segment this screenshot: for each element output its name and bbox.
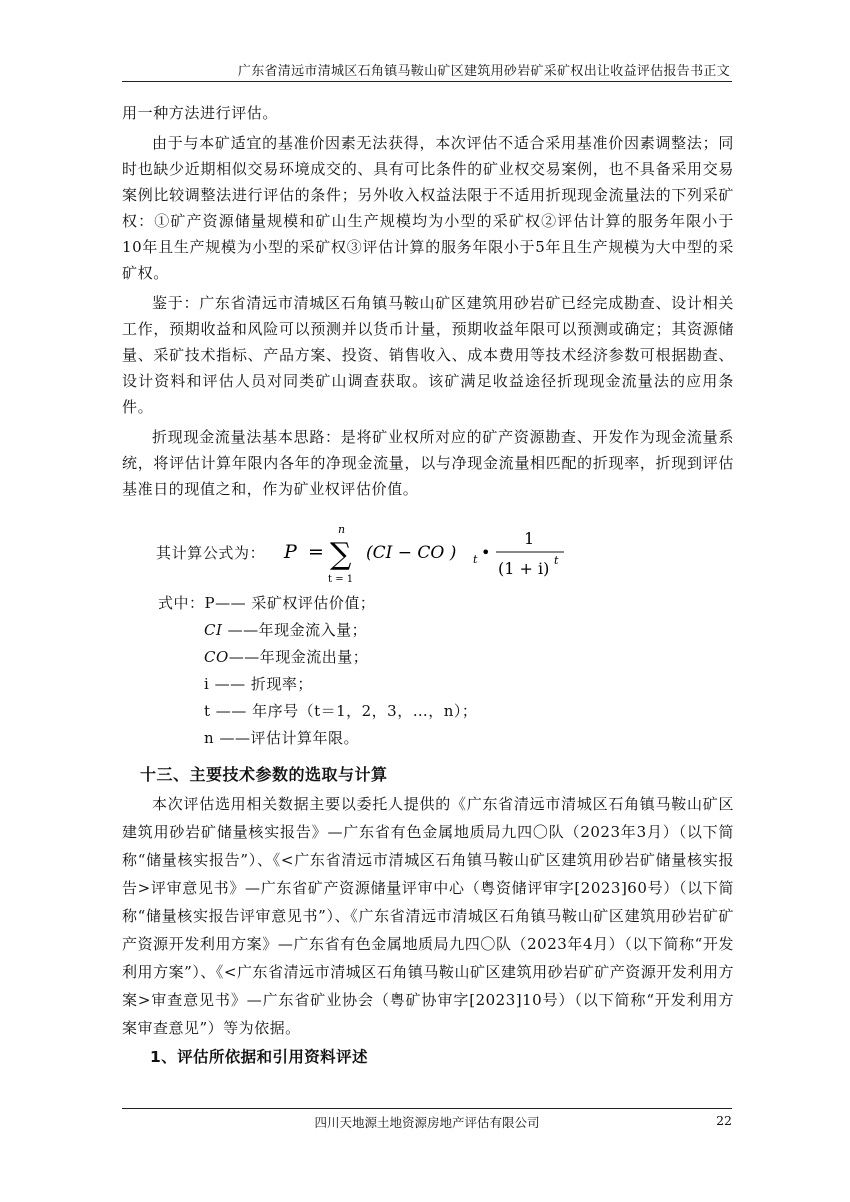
formula-equals: = (308, 541, 324, 563)
paragraph: 本次评估选用相关数据主要以委托人提供的《广东省清远市清城区石角镇马鞍山矿区建筑用砂岩矿储量核实报告》—广东省有色金属地质局九四〇队（2023年3月）（以下简称“储量核实报告”）、《<广东省清远市清城区石角镇马鞍山矿区建筑用砂岩矿储量核实报告>评审意见书》—广东省矿产资源储量评审中心（粤资储评审字[2023]60号）（以下简称“储量核实报告评审意见书”）、《广东省清远市清城区石角镇马鞍山矿区建筑用砂岩矿矿产资源开发利用方案》—广东省有色金属地质局九四〇队（2023年4月）（以下简称“开发利用方案”）、《<广东省清远市清城区石角镇马鞍山矿区建筑用砂岩矿矿产资源开发利用方案>审查意见书》—广东省矿业协会（粤矿协审字[2023]10号）（以下简称“开发利用方案审查意见”）等为依据。 (122, 795, 734, 1037)
body-text (122, 100, 734, 506)
variable-symbol: CO (204, 648, 229, 666)
section-heading: 十三、主要技术参数的选取与计算 (140, 765, 388, 784)
variable-row (204, 619, 367, 640)
variable-row (158, 592, 375, 613)
formula-term-subscript: t (473, 553, 478, 566)
variable-row (204, 673, 313, 694)
variable-row (204, 700, 477, 721)
variable-description: ——年现金流出量； (228, 648, 369, 666)
formula-label: 其计算公式为： (156, 544, 266, 562)
sum-lower-limit: t = 1 (328, 574, 354, 585)
formula-lhs: P (284, 541, 297, 563)
paragraph: 由于与本矿适宜的基准价因素无法获得，本次评估不适合采用基准价因素调整法；同时也缺少近期相似交易环境成交的、具有可比条件的矿业权交易案例，也不具备采用交易案例比较调整法进行评估的条件；另外收入权益法限于不适用折现现金流量法的下列采矿权：①矿产资源储量规模和矿山生产规模均为小型的采矿权②评估计算的服务年限小于10年且生产规模为小型的采矿权③评估计算的服务年限小于5年且生产规模为大中型的采矿权。 (122, 134, 734, 282)
header-divider (122, 81, 732, 82)
subsection-heading: 1、评估所依据和引用资料评述 (150, 1048, 368, 1066)
sum-symbol: ∑ (330, 537, 352, 572)
variable-description: —— 年序号（t＝1，2，3，…，n）； (210, 702, 478, 720)
footer-divider (122, 1108, 732, 1109)
paragraph: 鉴于：广东省清远市清城区石角镇马鞍山矿区建筑用砂岩矿已经完成勘查、设计相关工作，预期收益和风险可以预测并以货币计量，预期收益年限可以预测或确定；其资源储量、采矿技术指标、产品方案、投资、销售收入、成本费用等技术经济参数可根据勘查、设计资料和评估人员对同类矿山调查获取。该矿满足收益途径折现现金流量法的应用条件。 (122, 294, 734, 416)
variable-row (204, 727, 359, 748)
formula-graphic (156, 520, 676, 590)
formula-denominator-exponent: t (554, 554, 559, 567)
formula-denominator: (1 + i) (498, 559, 550, 578)
variable-symbol: P (204, 594, 216, 612)
dcf-formula (156, 520, 676, 590)
section-body (122, 790, 734, 1042)
formula-term: (CI − CO ) (366, 543, 457, 563)
page-number: 22 (716, 1113, 732, 1128)
variable-symbol: CI (204, 621, 223, 639)
variable-symbol: n (204, 729, 215, 747)
variable-description: —— 采矿权评估价值； (215, 594, 376, 612)
page-header-title: 广东省清远市清城区石角镇马鞍山矿区建筑用砂岩矿采矿权出让收益评估报告书正文 (237, 64, 730, 79)
formula-numerator: 1 (524, 529, 535, 548)
footer-company: 四川天地源土地资源房地产评估有限公司 (314, 1115, 540, 1130)
variables-intro: 式中： (158, 594, 205, 612)
variable-symbol: i (204, 675, 210, 693)
variable-row (204, 646, 368, 667)
sum-upper-limit: n (338, 523, 346, 536)
paragraph: 用一种方法进行评估。 (122, 104, 279, 122)
variable-description: ——评估计算年限。 (214, 729, 359, 747)
variable-description: —— 折现率； (209, 675, 313, 693)
formula-dot: • (481, 543, 491, 562)
variable-description: ——年现金流入量； (222, 621, 368, 639)
variable-symbol: t (204, 702, 211, 720)
paragraph: 折现现金流量法基本思路：是将矿业权所对应的矿产资源勘查、开发作为现金流量系统，将评估计算年限内各年的净现金流量，以与净现金流量相匹配的折现率，折现到评估基准日的现值之和，作为矿业权评估价值。 (122, 428, 734, 498)
